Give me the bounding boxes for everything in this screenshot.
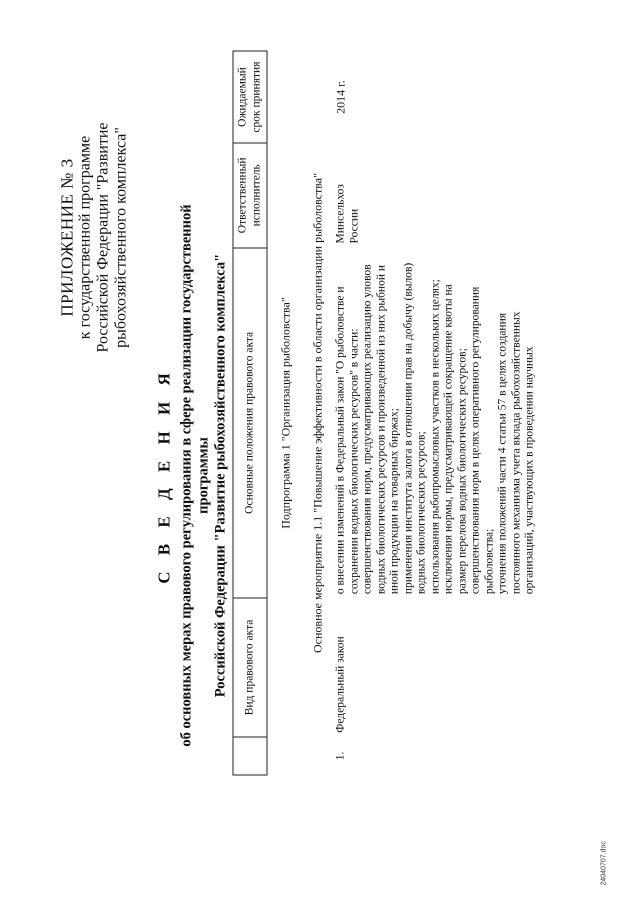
appendix-line: к государственной программе [76,135,93,339]
table-header-row [233,51,267,775]
measure-title: Основное мероприятие 1.1 "Повышение эффективности в области организации рыболовства" [309,172,324,653]
column-header-number [233,736,267,774]
heading-title: С В Е Д Е Н И Я [154,366,173,584]
heading-line: Российской Федерации "Развитие рыбохозяйственного комплекса" [212,253,228,697]
document-heading [155,195,229,755]
measure-row [299,51,331,775]
column-header-executor: Ответственный исполнитель [233,143,267,247]
column-header-provisions: Основные положения правового акта [233,247,267,598]
appendix-line: Российской Федерации "Развитие [94,121,111,353]
provision-item: совершенствования норм, предусматривающих реализацию уловов водных биологических ресурсов и произведенной из них рыбной и иной продукции на товарных биржах; [361,263,400,594]
provision-item: применения института залога в отношении прав на добычу (вылов) водных биологических ресурсов; [401,262,427,594]
responsible-executor: Минсельхоз России [334,183,360,244]
appendix-line: рыбохозяйственного комплекса" [112,126,129,348]
provision-item: о внесении изменений в Федеральный закон "О рыболовстве и сохранении водных биологических ресурсов" в части: [334,285,360,594]
expected-deadline: 2014 г. [333,79,347,114]
provision-item: исключения нормы, предусматривающей сокращение квоты на размер перелова водных биологических ресурсов; [442,283,468,594]
heading-line: об основных мерах правового регулирования в сфере реализации государственной программы [178,203,211,747]
file-name-footer: 24040707.doc [600,840,607,885]
subprogram-row [267,51,299,775]
column-header-deadline: Ожидаемый срок принятия [233,51,267,143]
subprogram-title: Подпрограмма 1 "Организация рыболовства" [278,296,292,529]
appendix-title: ПРИЛОЖЕНИЕ № 3 [57,157,76,317]
provision-item: использования рыбопромысловых участков в нескольких целях; [428,278,441,594]
act-type: Федеральный закон [334,635,346,733]
act-provisions [330,247,541,598]
provision-item: уточнения положений части 4 статьи 57 в целях создания постоянного механизма учета вклада рыбохозяйственных организаций, участвующих в проведении научных [496,311,535,594]
table-row [330,51,541,775]
provision-item: совершенствования норм в целях оперативного регулирования рыболовства; [469,286,495,594]
row-number: 1. [334,751,346,760]
legal-acts-table [232,50,541,775]
appendix-block [58,117,130,357]
column-header-act-type: Вид правового акта [233,598,267,737]
